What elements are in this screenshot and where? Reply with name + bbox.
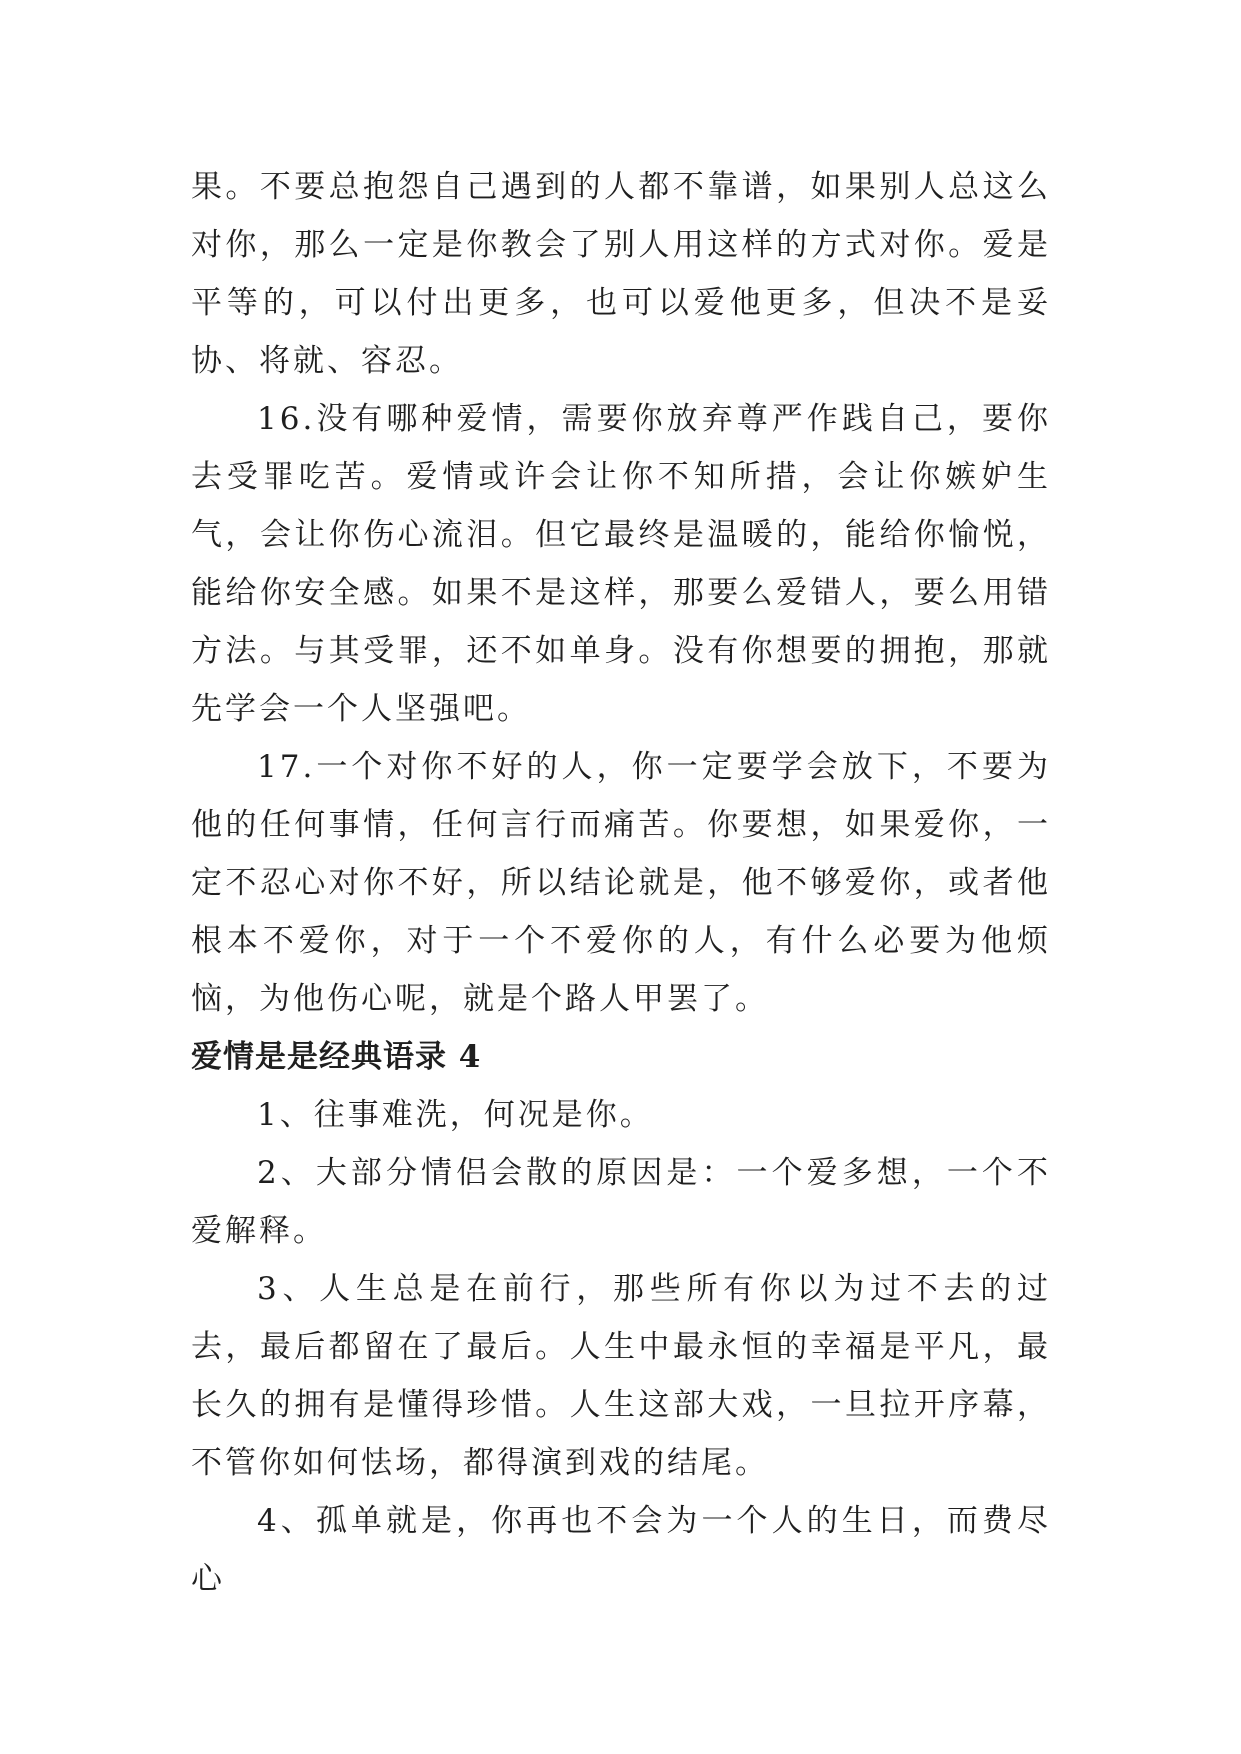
paragraph-s4-2: 2、大部分情侣会散的原因是：一个爱多想，一个不爱解释。	[191, 1155, 1051, 1249]
paragraph-continued: 果。不要总抱怨自己遇到的人都不靠谱，如果别人总这么对你，那么一定是你教会了别人用这样的方式对你。爱是平等的，可以付出更多，也可以爱他更多，但决不是妥协、将就、容忍。	[191, 169, 1051, 379]
paragraph-16: 16.没有哪种爱情，需要你放弃尊严作践自己，要你去受罪吃苦。爱情或许会让你不知所措，会让你嫉妒生气，会让你伤心流泪。但它最终是温暖的，能给你愉悦，能给你安全感。如果不是这样，那要么爱错人，要么用错方法。与其受罪，还不如单身。没有你想要的拥抱，那就先学会一个人坚强吧。	[191, 401, 1051, 727]
document-body	[191, 158, 1051, 1608]
paragraph-17: 17.一个对你不好的人，你一定要学会放下，不要为他的任何事情，任何言行而痛苦。你要想，如果爱你，一定不忍心对你不好，所以结论就是，他不够爱你，或者他根本不爱你，对于一个不爱你的人，有什么必要为他烦恼，为他伤心呢，就是个路人甲罢了。	[191, 749, 1051, 1017]
section-title: 爱情是是经典语录 4	[191, 1039, 482, 1075]
paragraph-s4-1: 1、往事难洗，何况是你。	[257, 1097, 654, 1133]
paragraph-s4-3: 3、人生总是在前行，那些所有你以为过不去的过去，最后都留在了最后。人生中最永恒的幸福是平凡，最长久的拥有是懂得珍惜。人生这部大戏，一旦拉开序幕，不管你如何怯场，都得演到戏的结尾。	[191, 1271, 1051, 1481]
paragraph-s4-4: 4、孤单就是，你再也不会为一个人的生日，而费尽心	[191, 1503, 1051, 1597]
